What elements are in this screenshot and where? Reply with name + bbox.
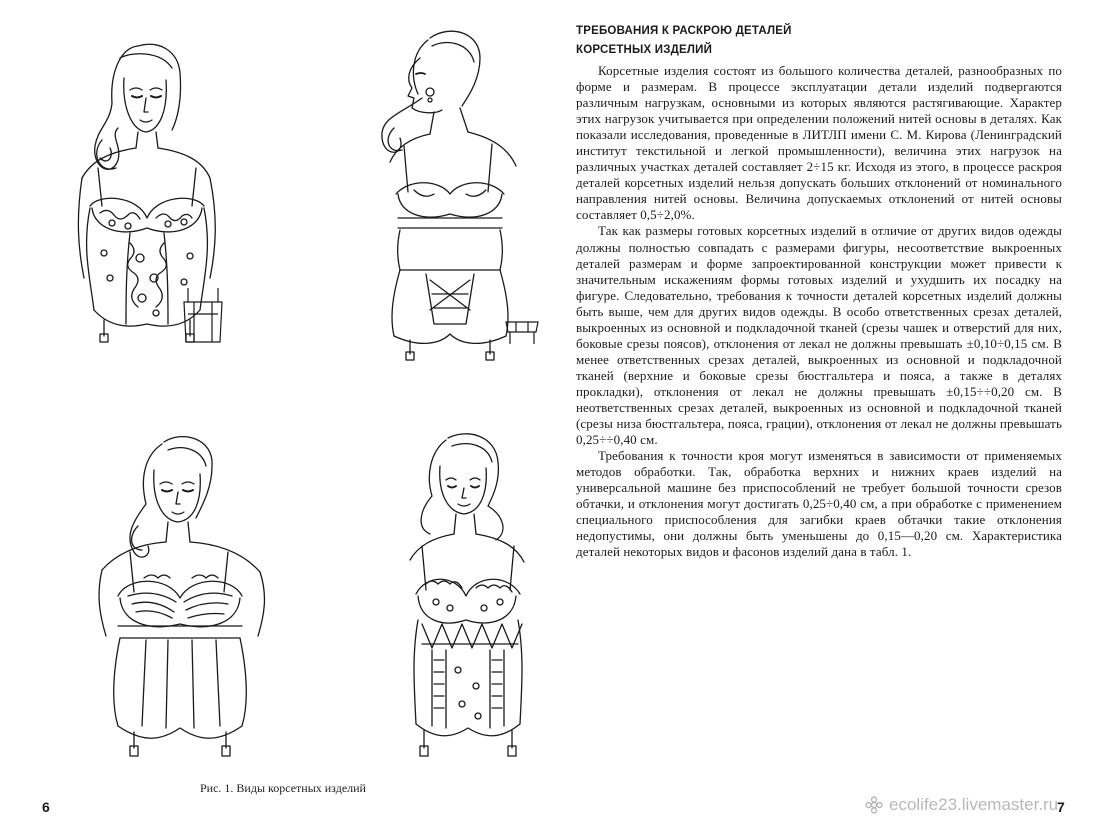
heading-line-2: КОРСЕТНЫХ ИЗДЕЛИЙ [576, 44, 713, 56]
page-number-right: 7 [1057, 799, 1065, 815]
flower-icon [865, 796, 883, 814]
heading-line-1: ТРЕБОВАНИЯ К РАСКРОЮ ДЕТАЛЕЙ [576, 25, 792, 37]
right-page [560, 0, 1110, 826]
figure-caption: Рис. 1. Виды корсетных изделий [200, 781, 366, 795]
page-number-left: 6 [42, 799, 50, 815]
corset-figure-3 [88, 426, 288, 768]
body-text [576, 63, 1062, 560]
back-view-sketch-1 [180, 284, 226, 350]
watermark-text: ecolife23.livemaster.ru [889, 795, 1059, 814]
watermark [865, 795, 1058, 815]
paragraph-2: Так как размеры готовых корсетных изделий в отличие от других видов одежды должны полностью совпадать с размерами фигуры, несоответствие выкроенных деталей размерам и форме запроектированной конструкции может привести к значительным искажениям формы готовых изделий и ухудшить их посадку на фигуре. Следовательно, требования к точности деталей корсетных изделий должны быть выше, чем для других видов одежды. В особо ответственных срезах деталей, выкроенных из основной и подкладочной тканей (срезы чашек и отверстий для них, боковые срезы поясов), отклонения от лекал не должны превышать ±0,10÷0,15 см. В менее ответственных срезах деталей, выкроенных из основной и подкладочной тканей (верхние и боковые срезы бюстгальтера и пояса, а также в деталях прокладки), отклонения от лекал не должны превышать ±0,15÷÷0,20 см. В неответственных срезах деталей, выкроенных из основной и подкладочной тканей (срезы низа бюстгальтера, пояса, грации), отклонения от лекал не должны превышать 0,25÷÷0,40 см. [576, 223, 1062, 448]
paragraph-3: Требования к точности кроя могут изменяться в зависимости от применяемых методов обработки. Так, обработка верхних и нижних краев изделий на универсальной машине без приспособлений не требует большой точности срезов обтачки, и отклонения могут достигать 0,25÷0,40 см, а при обработке с применением специального приспособления для загибки краев обтачки такие отклонения недопустимы, они должны быть уменьшены до 0,15—0,20 см. Характеристика деталей некоторых видов и фасонов изделий дана в табл. 1. [576, 448, 1062, 560]
back-view-sketch-2 [502, 316, 542, 350]
corset-figure-4 [392, 424, 548, 768]
section-heading [576, 22, 792, 60]
paragraph-1: Корсетные изделия состоят из большого количества деталей, разнообразных по форме и размерам. В процессе эксплуатации детали изделий подвергаются различным нагрузкам, основными из которых являются растягивающие. Характер этих нагрузок учитывается при определении положений нитей основы в деталях. Как показали исследования, проведенные в ЛИТЛП имени С. М. Кирова (Ленинградский институт текстильной и легкой промышленности), величина этих нагрузок на различных участках деталей составляет 2÷15 кг. Исходя из этого, в процессе раскроя деталей корсетных изделий нельзя допускать больших отклонений от номинального направления нитей основы. Величина допускаемых отклонений от нитей основы составляет 0,5÷2,0%. [576, 63, 1062, 223]
